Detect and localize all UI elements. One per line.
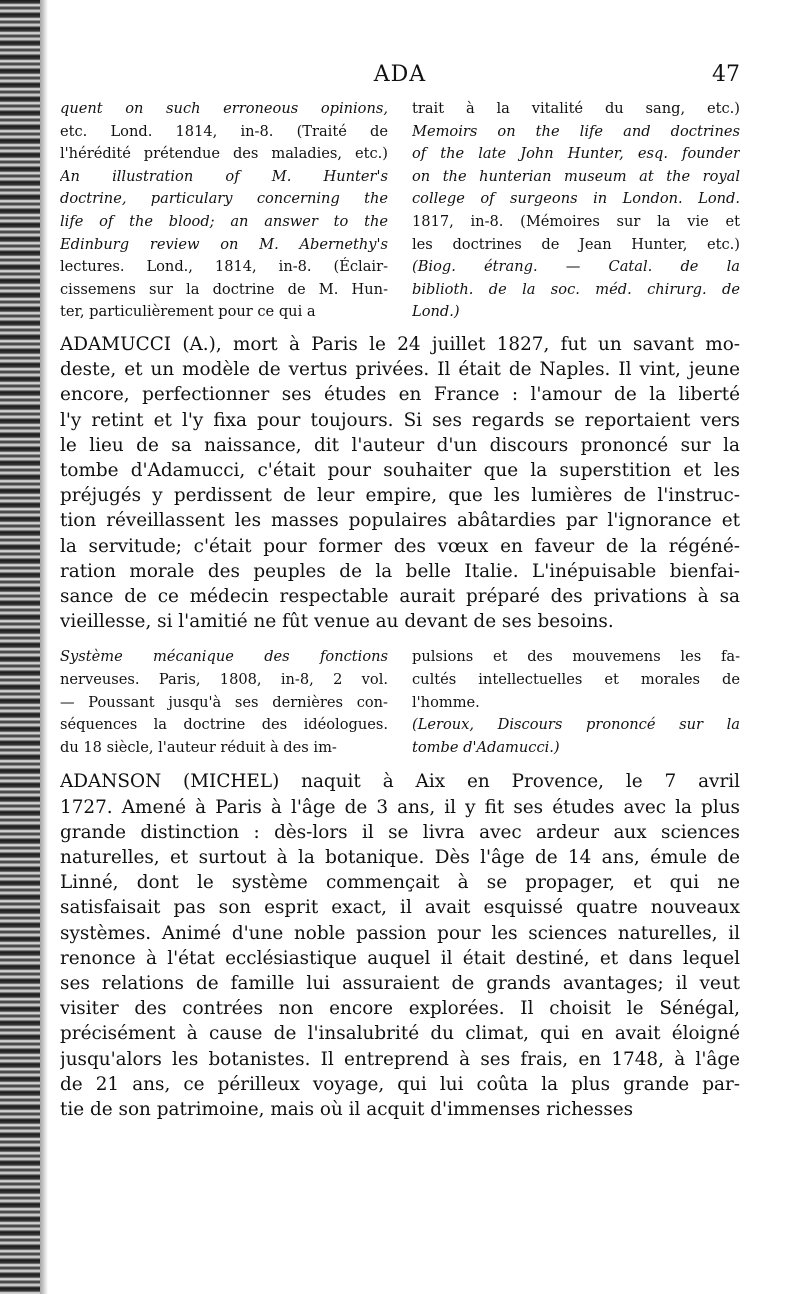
text-line: précisément à cause de l'insalubrité du climat, qui en avait éloigné xyxy=(60,1023,740,1045)
text-line: naturelles, et surtout à la botanique. Dès l'âge de 14 ans, émule de xyxy=(60,846,740,868)
text-line: college of surgeons in London. Lond. xyxy=(412,190,740,208)
running-head: ADA xyxy=(373,62,427,87)
text-line: — Poussant jusqu'à ses dernières con- xyxy=(60,693,388,711)
text-line: 1817, in-8. (Mémoires sur la vie et xyxy=(412,212,740,230)
text-line: l'y retint et l'y fixa pour toujours. Si ses regards se reportaient vers xyxy=(60,409,740,431)
book-binding-edge xyxy=(0,0,40,1294)
text-line: préjugés y perdissent de leur empire, que les lumières de l'instruc- xyxy=(60,485,740,507)
text-line: encore, perfectionner ses études en France : l'amour de la liberté xyxy=(60,384,740,406)
text-line: renonce à l'état ecclésiastique auquel il était destiné, et dans lequel xyxy=(60,947,740,969)
text-line: Système mécanique des fonctions xyxy=(60,648,388,666)
text-line: cissemens sur la doctrine de M. Hun- xyxy=(60,280,388,298)
page-header xyxy=(60,58,740,98)
text-line: deste, et un modèle de vertus privées. Il était de Naples. Il vint, jeune xyxy=(60,359,740,381)
text-line: Lond.) xyxy=(412,303,460,321)
text-line: les doctrines de Jean Hunter, etc.) xyxy=(412,235,740,253)
text-line: cultés intellectuelles et morales de xyxy=(412,670,740,688)
bibliography-block-adamucci xyxy=(60,646,740,759)
text-line: ration morale des peuples de la belle Italie. L'inépuisable bienfai- xyxy=(60,560,740,582)
text-line: séquences la doctrine des idéologues. xyxy=(60,716,388,734)
text-line: doctrine, particulary concerning the xyxy=(60,190,388,208)
text-line: ADANSON (MICHEL) naquit à Aix en Provence, le 7 avril xyxy=(60,771,740,793)
text-line: tion réveillassent les masses populaires abâtardies par l'ignorance et xyxy=(60,510,740,532)
text-line: lectures. Lond., 1814, in-8. (Éclair- xyxy=(60,258,388,276)
text-line: vieillesse, si l'amitié ne fût venue au devant de ses besoins. xyxy=(60,611,614,633)
text-line: nerveuses. Paris, 1808, in-8, 2 vol. xyxy=(60,670,388,688)
text-line: ter, particulièrement pour ce qui a xyxy=(60,303,316,321)
text-line: la servitude; c'était pour former des vœux en faveur de la régéné- xyxy=(60,535,740,557)
text-line: Edinburg review on M. Abernethy's xyxy=(60,235,388,253)
text-line: ADAMUCCI (A.), mort à Paris le 24 juillet 1827, fut un savant mo- xyxy=(60,333,740,355)
bibliography-left-column xyxy=(60,98,388,324)
text-line: life of the blood; an answer to the xyxy=(60,212,388,230)
text-line: pulsions et des mouvemens les fa- xyxy=(412,648,740,666)
text-line: 1727. Amené à Paris à l'âge de 3 ans, il y fit ses études avec la plus xyxy=(60,796,740,818)
bibliography-right-column xyxy=(412,646,740,759)
text-line: du 18 siècle, l'auteur réduit à des im- xyxy=(60,738,337,756)
text-line: biblioth. de la soc. méd. chirurg. de xyxy=(412,280,740,298)
text-line: quent on such erroneous opinions, xyxy=(60,100,388,117)
text-line: le lieu de sa naissance, dit l'auteur d'un discours prononcé sur la xyxy=(60,434,740,456)
bibliography-right-column xyxy=(412,98,740,324)
text-line: trait à la vitalité du sang, etc.) xyxy=(412,100,740,117)
text-line: tombe d'Adamucci.) xyxy=(412,738,560,756)
text-line: Linné, dont le système commençait à se propager, et qui ne xyxy=(60,872,740,894)
text-line: An illustration of M. Hunter's xyxy=(60,167,388,185)
text-line: Memoirs on the life and doctrines xyxy=(412,122,740,140)
text-line: etc. Lond. 1814, in-8. (Traité de xyxy=(60,122,388,140)
text-line: (Biog. étrang. — Catal. de la xyxy=(412,258,740,276)
text-line: grande distinction : dès-lors il se livra avec ardeur aux sciences xyxy=(60,821,740,843)
text-line: satisfaisait pas son esprit exact, il avait esquissé quatre nouveaux xyxy=(60,897,740,919)
text-line: l'hérédité prétendue des maladies, etc.) xyxy=(60,145,388,163)
bibliography-left-column xyxy=(60,646,388,759)
bibliography-block-hunter xyxy=(60,98,740,324)
text-line: l'homme. xyxy=(412,693,480,711)
page-number: 47 xyxy=(712,62,740,87)
text-line: jusqu'alors les botanistes. Il entreprend à ses frais, en 1748, à l'âge xyxy=(60,1048,740,1070)
text-line: visiter des contrées non encore explorées. Il choisit le Sénégal, xyxy=(60,998,740,1020)
text-line: of the late John Hunter, esq. founder xyxy=(412,145,740,163)
text-line: de 21 ans, ce périlleux voyage, qui lui coûta la plus grande par- xyxy=(60,1073,740,1095)
entry-adamucci xyxy=(60,332,740,634)
book-page xyxy=(60,58,740,1122)
text-line: (Leroux, Discours prononcé sur la xyxy=(412,716,740,734)
text-line: tombe d'Adamucci, c'était pour souhaiter que la superstition et les xyxy=(60,459,740,481)
entry-adanson xyxy=(60,769,740,1122)
text-line: on the hunterian museum at the royal xyxy=(412,167,740,185)
text-line: systèmes. Animé d'une noble passion pour les sciences naturelles, il xyxy=(60,922,740,944)
text-line: ses relations de famille lui assuraient de grands avantages; il veut xyxy=(60,972,740,994)
text-line: tie de son patrimoine, mais où il acquit d'immenses richesses xyxy=(60,1098,634,1120)
text-line: sance de ce médecin respectable aurait préparé des privations à sa xyxy=(60,585,740,607)
